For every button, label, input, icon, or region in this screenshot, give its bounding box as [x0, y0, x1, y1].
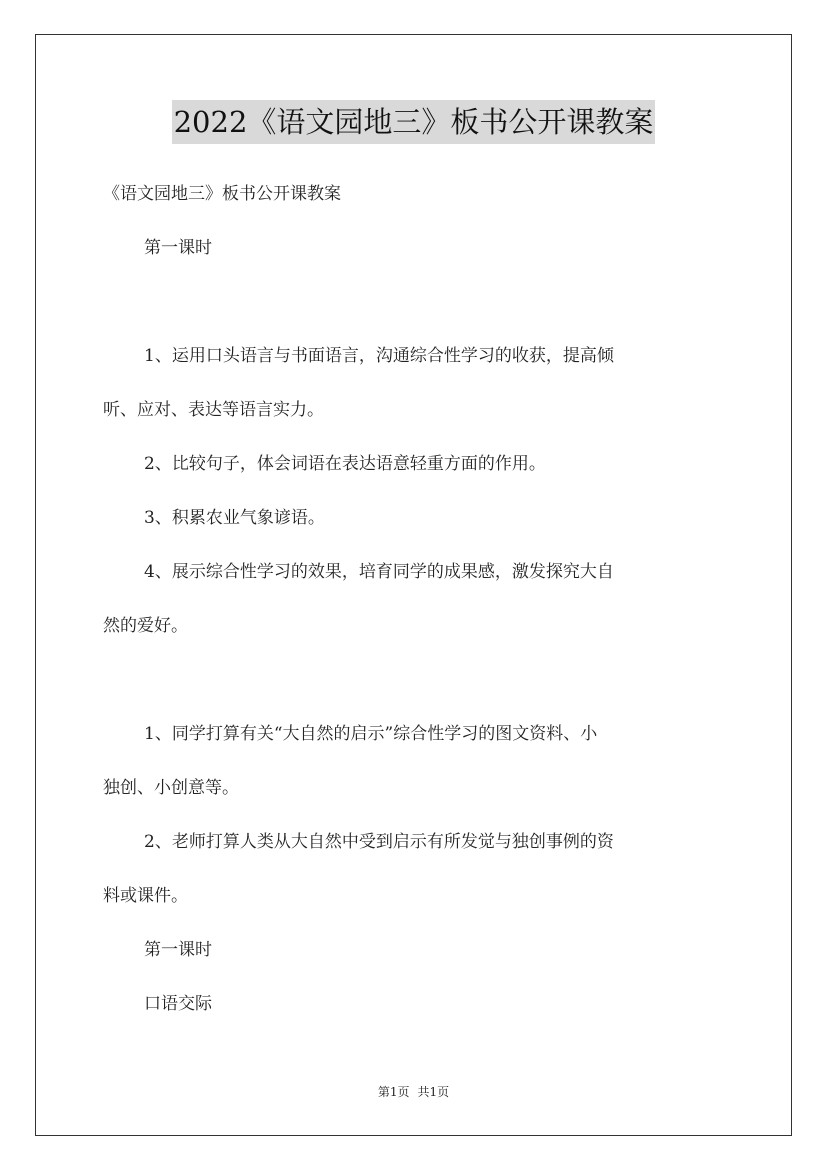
- paragraph-line: 1、运用口头语言与书面语言，沟通综合性学习的收获，提高倾: [144, 346, 614, 366]
- page-footer: [0, 1084, 827, 1100]
- document-subtitle: 《语文园地三》板书公开课教案: [103, 184, 341, 204]
- paragraph-line: 料或课件。: [103, 886, 188, 906]
- paragraph-line: 独创、小创意等。: [103, 778, 239, 798]
- title-container: [0, 100, 827, 144]
- paragraph-line: 听、应对、表达等语言实力。: [103, 400, 324, 420]
- paragraph-line: 1、同学打算有关“大自然的启示”综合性学习的图文资料、小: [144, 724, 598, 744]
- page-total: 共1页: [417, 1085, 450, 1099]
- document-title: 2022《语文园地三》板书公开课教案: [172, 100, 656, 144]
- section-heading: 第一课时: [144, 940, 212, 960]
- page-number: 第1页: [377, 1085, 410, 1099]
- paragraph-line: 4、展示综合性学习的效果，培育同学的成果感，激发探究大自: [144, 562, 614, 582]
- section-heading: 口语交际: [144, 994, 212, 1014]
- section-heading: 第一课时: [144, 238, 212, 258]
- paragraph-line: 3、积累农业气象谚语。: [144, 508, 325, 528]
- paragraph-line: 然的爱好。: [103, 616, 188, 636]
- paragraph-line: 2、比较句子，体会词语在表达语意轻重方面的作用。: [144, 454, 546, 474]
- paragraph-line: 2、老师打算人类从大自然中受到启示有所发觉与独创事例的资: [144, 832, 614, 852]
